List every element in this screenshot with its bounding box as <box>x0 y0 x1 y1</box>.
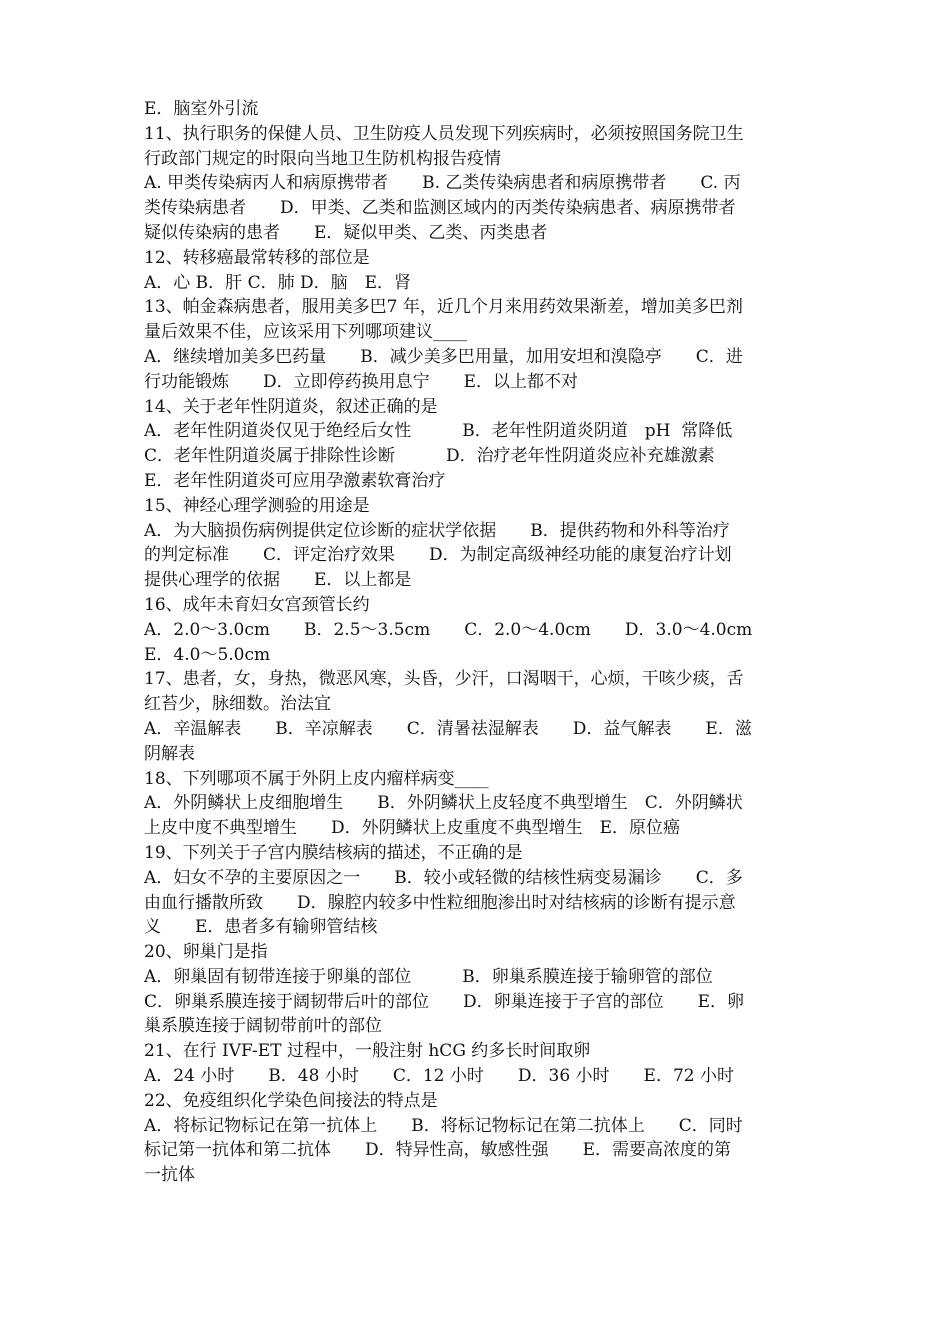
text-line: A．2.0～3.0cm B．2.5～3.5cm C．2.0～4.0cm D．3.0～4.0cm <box>144 619 753 640</box>
text-line: 上皮中度不典型增生 D．外阴鳞状上皮重度不典型增生 E．原位癌 <box>144 818 681 839</box>
text-line: E．脑室外引流 <box>144 99 259 119</box>
text-line: C．卵巢系膜连接于阔韧带后叶的部位 D．卵巢连接于子宫的部位 E．卵 <box>144 991 745 1012</box>
text-line: A. 甲类传染病丙人和病原携带者 B. 乙类传染病患者和病原携带者 C. 丙 <box>144 173 741 194</box>
text-line: 19、下列关于子宫内膜结核病的描述，不正确的是 <box>144 842 523 863</box>
text-line: 的判定标准 C．评定治疗效果 D．为制定高级神经功能的康复治疗计划 <box>144 545 732 566</box>
text-line: 类传染病患者 D．甲类、乙类和监测区域内的丙类传染病患者、病原携带者 <box>144 198 736 219</box>
text-line: 标记第一抗体和第二抗体 D．特异性高，敏感性强 E．需要高浓度的第 <box>144 1140 732 1161</box>
text-line: 红苔少，脉细数。治法宜 <box>144 694 331 715</box>
text-line: 14、关于老年性阴道炎，叙述正确的是 <box>144 396 438 417</box>
text-line: A．24 小时 B．48 小时 C．12 小时 D．36 小时 E．72 小时 <box>144 1066 734 1087</box>
text-line: A．妇女不孕的主要原因之一 B．较小或轻微的结核性病变易漏诊 C．多 <box>144 867 743 888</box>
text-line: E．4.0～5.0cm <box>144 644 271 665</box>
text-line: 22、免疫组织化学染色间接法的特点是 <box>144 1090 438 1111</box>
text-line: 16、成年未育妇女宫颈管长约 <box>144 594 370 615</box>
document-body <box>144 97 814 1188</box>
text-line: 15、神经心理学测验的用途是 <box>144 495 370 516</box>
text-line: C．老年性阴道炎属于排除性诊断 D．治疗老年性阴道炎应补充雄激素 <box>144 446 715 467</box>
text-line: 行功能锻炼 D．立即停药换用息宁 E．以上都不对 <box>144 371 579 392</box>
text-line: 20、卵巢门是指 <box>144 942 268 963</box>
text-line: A．外阴鳞状上皮细胞增生 B．外阴鳞状上皮轻度不典型增生 C．外阴鳞状 <box>144 793 743 814</box>
text-line: E．老年性阴道炎可应用孕激素软膏治疗 <box>144 470 446 491</box>
text-line: A．心 B．肝 C．肺 D．脑 E．肾 <box>144 272 412 293</box>
text-line: A．将标记物标记在第一抗体上 B．将标记物标记在第二抗体上 C．同时 <box>144 1115 743 1136</box>
text-line: 巢系膜连接于阔韧带前叶的部位 <box>144 1016 382 1037</box>
text-line: 行政部门规定的时限向当地卫生防机构报告疫情 <box>144 148 501 169</box>
text-line: A．老年性阴道炎仅见于绝经后女性 B．老年性阴道炎阴道 pH 常降低 <box>144 421 733 442</box>
text-line: 疑似传染病的患者 E．疑似甲类、乙类、丙类患者 <box>144 222 548 243</box>
text-line: A．卵巢固有韧带连接于卵巢的部位 B．卵巢系膜连接于输卵管的部位 <box>144 966 713 987</box>
text-line: 阴解表 <box>144 743 195 764</box>
text-line: 21、在行 IVF-ET 过程中，一般注射 hCG 约多长时间取卵 <box>144 1041 591 1062</box>
text-line: 17、患者，女，身热，微恶风寒，头昏，少汗，口渴咽干，心烦，干咳少痰，舌 <box>144 669 744 690</box>
text-line: 18、下列哪项不属于外阴上皮内瘤样病变____ <box>144 768 489 789</box>
text-line: A．继续增加美多巴药量 B．减少美多巴用量，加用安坦和溴隐亭 C．进 <box>144 346 743 367</box>
text-line: 11、执行职务的保健人员、卫生防疫人员发现下列疾病时，必须按照国务院卫生 <box>144 123 744 144</box>
text-line: 一抗体 <box>144 1165 195 1186</box>
text-line: A．辛温解表 B．辛凉解表 C．清暑祛湿解表 D．益气解表 E．滋 <box>144 718 752 739</box>
text-line: 义 E．患者多有输卵管结核 <box>144 917 378 938</box>
text-line: 13、帕金森病患者，服用美多巴7 年，近几个月来用药效果渐差，增加美多巴剂 <box>144 297 743 318</box>
text-line: A．为大脑损伤病例提供定位诊断的症状学依据 B．提供药物和外科等治疗 <box>144 520 730 541</box>
text-line: 量后效果不佳，应该采用下列哪项建议____ <box>144 322 467 343</box>
text-line: 提供心理学的依据 E．以上都是 <box>144 570 412 591</box>
text-line: 由血行播散所致 D．腺腔内较多中性粒细胞渗出时对结核病的诊断有提示意 <box>144 892 736 913</box>
text-line: 12、转移癌最常转移的部位是 <box>144 247 370 268</box>
